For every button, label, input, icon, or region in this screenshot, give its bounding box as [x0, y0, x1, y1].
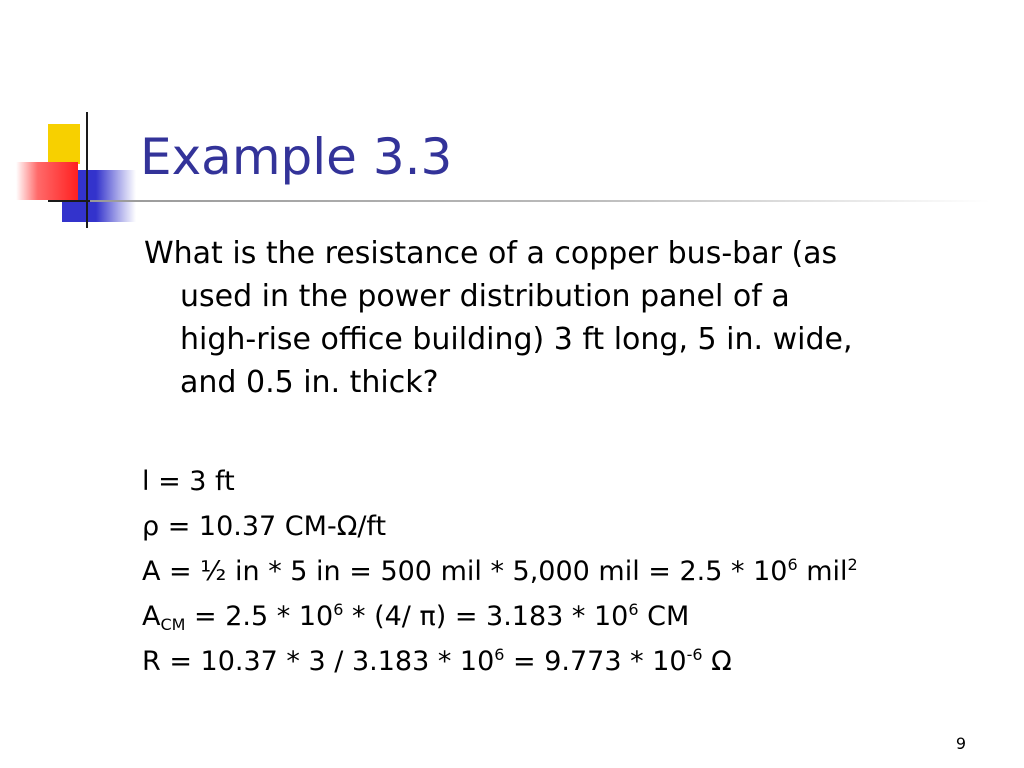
- question-line: What is the resistance of a copper bus-bar (as: [144, 236, 838, 271]
- equation-text: Ω: [702, 646, 732, 677]
- equation-text: R = 10.37 * 3 / 3.183 * 10: [142, 646, 495, 677]
- equation-exponent: 6: [628, 600, 639, 619]
- logo-red-square: [16, 162, 78, 200]
- equation-exponent: 6: [494, 645, 505, 664]
- equation-text: mil: [797, 556, 848, 587]
- equation-text: = 9.773 * 10: [504, 646, 687, 677]
- page-number: 9: [955, 734, 966, 753]
- equation-exponent: 2: [847, 555, 858, 574]
- equation-text: * (4/ π) = 3.183 * 10: [343, 601, 629, 632]
- title-divider: [90, 200, 990, 202]
- equation-exponent: 6: [787, 555, 798, 574]
- equation-area-cm: [142, 600, 689, 634]
- logo-vertical-line: [86, 112, 88, 228]
- equation-exponent: -6: [686, 645, 703, 664]
- equation-text: CM: [638, 601, 690, 632]
- question-line: high-rise office building) 3 ft long, 5 in. wide,: [180, 322, 853, 357]
- equation-text: A: [142, 601, 161, 632]
- question-line: and 0.5 in. thick?: [180, 365, 439, 400]
- equation-subscript: CM: [160, 615, 186, 634]
- equation-resistivity: ρ = 10.37 CM-Ω/ft: [142, 511, 387, 542]
- slide-title: Example 3.3: [140, 128, 453, 186]
- question-line: used in the power distribution panel of a: [180, 279, 790, 314]
- equation-text: = 2.5 * 10: [185, 601, 334, 632]
- logo-yellow-square: [48, 124, 80, 164]
- equation-area: [142, 555, 858, 589]
- equation-length: l = 3 ft: [142, 466, 235, 497]
- slide-logo: [0, 0, 140, 240]
- equation-text: A = ½ in * 5 in = 500 mil * 5,000 mil = 2.5 * 10: [142, 556, 788, 587]
- logo-blue-fade: [96, 170, 136, 222]
- question-text: [144, 232, 984, 404]
- equation-exponent: 6: [333, 600, 344, 619]
- equation-resistance: [142, 645, 732, 679]
